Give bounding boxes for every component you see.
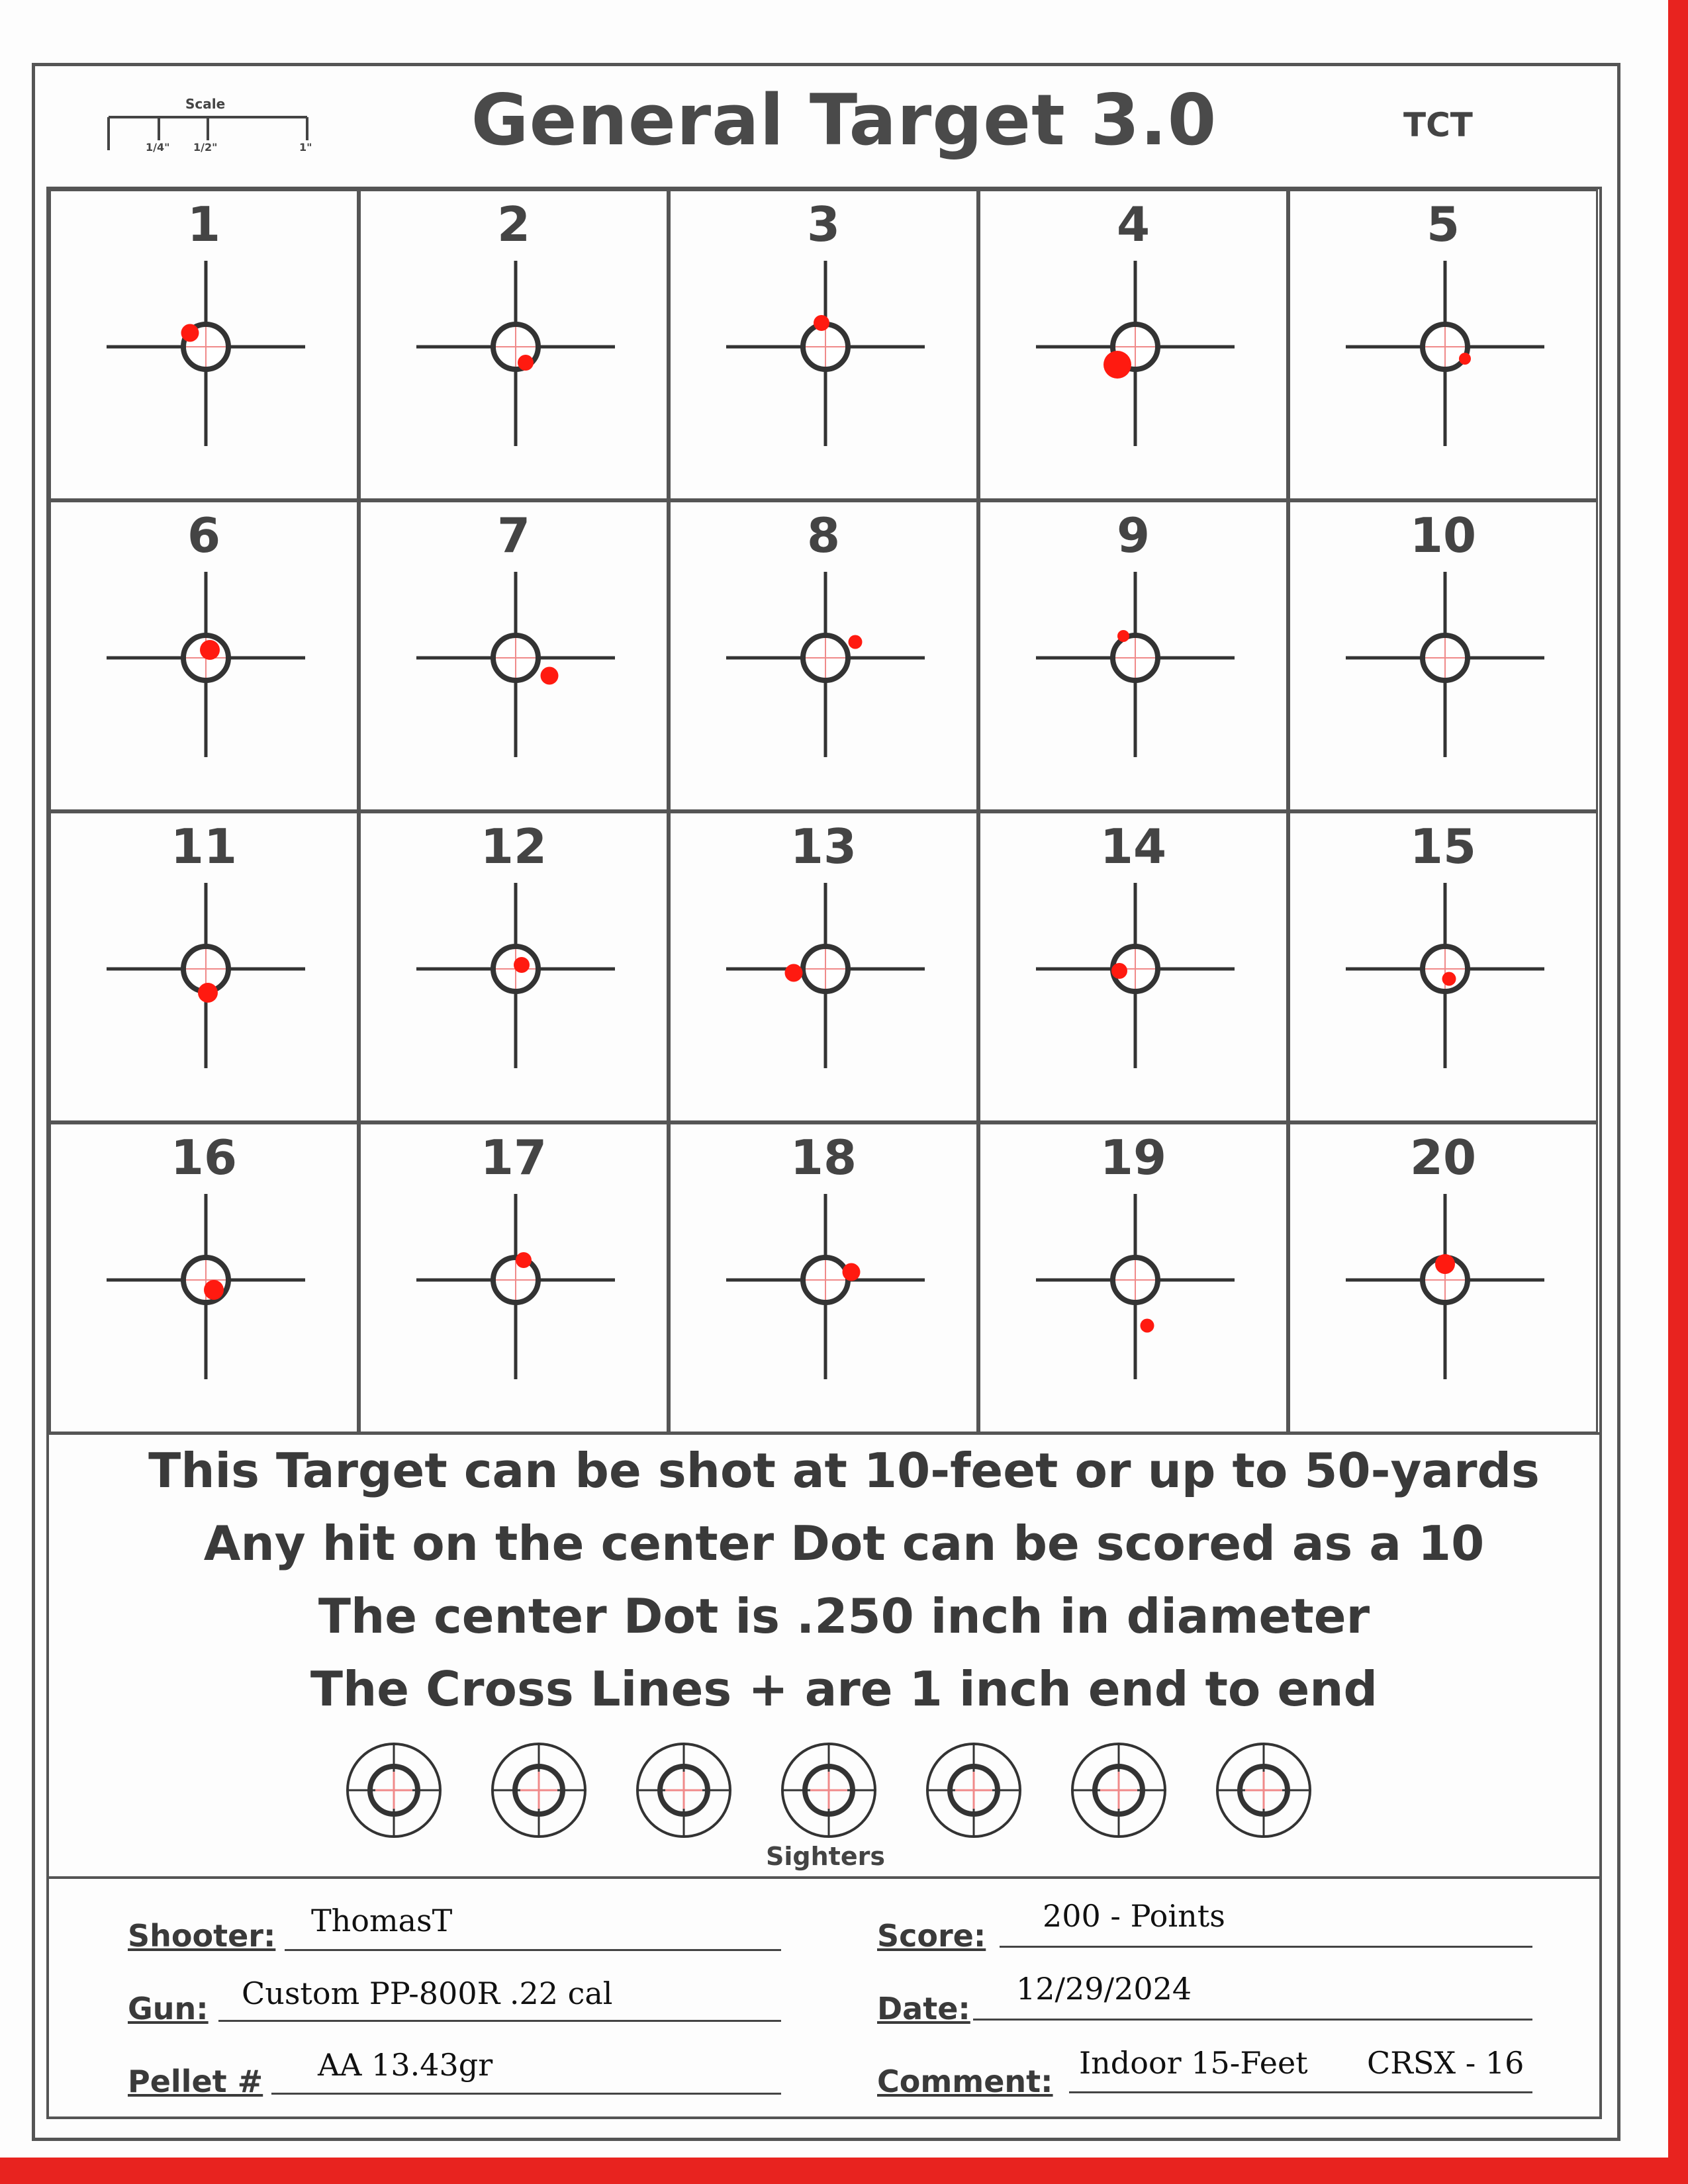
shot-hole	[1103, 351, 1131, 379]
shot-hole	[1117, 630, 1129, 642]
crosshair-icon	[671, 813, 980, 1124]
shot-hole	[514, 957, 530, 973]
date-value[interactable]: 12/29/2024	[1016, 1971, 1192, 2007]
crosshair-icon	[1290, 191, 1600, 502]
shot-hole	[843, 1263, 861, 1281]
sighter-targets	[331, 1741, 1324, 1846]
page-title: General Target 3.0	[471, 79, 1217, 161]
target-number: 20	[1409, 1130, 1477, 1185]
target-number: 17	[480, 1130, 547, 1185]
crosshair-icon	[361, 191, 671, 502]
target-18	[669, 1122, 978, 1433]
comment-label: Comment:	[877, 2064, 1053, 2099]
crosshair-icon	[51, 813, 361, 1124]
scale-tick-quarter: 1/4"	[146, 141, 170, 154]
target-15	[1288, 811, 1598, 1122]
target-4	[978, 189, 1288, 500]
gun-line	[218, 2020, 781, 2022]
date-label: Date:	[877, 1991, 970, 2026]
target-16	[49, 1122, 359, 1433]
comment-line	[1069, 2091, 1532, 2093]
target-number: 16	[170, 1130, 238, 1185]
target-13	[669, 811, 978, 1122]
target-number: 10	[1409, 508, 1477, 563]
date-line	[973, 2019, 1532, 2021]
target-1	[49, 189, 359, 500]
brand-mark: TCT	[1403, 106, 1473, 144]
shot-hole	[518, 355, 534, 371]
target-12	[359, 811, 669, 1122]
red-border-bottom	[0, 2158, 1688, 2184]
target-11	[49, 811, 359, 1122]
target-grid	[49, 189, 1599, 1433]
target-number: 9	[1116, 508, 1150, 563]
target-number: 1	[187, 197, 221, 252]
target-number: 15	[1409, 819, 1477, 874]
crosshair-icon	[980, 502, 1290, 813]
shot-hole	[198, 983, 218, 1003]
crosshair-icon	[51, 191, 361, 502]
shot-hole	[1141, 1319, 1154, 1333]
crosshair-icon	[361, 502, 671, 813]
score-line	[1000, 1946, 1532, 1948]
shooter-line	[285, 1949, 781, 1951]
red-border-right	[1668, 0, 1688, 2184]
gun-value[interactable]: Custom PP-800R .22 cal	[242, 1976, 613, 2011]
sighter-row	[331, 1741, 1324, 1846]
crosshair-icon	[1290, 813, 1600, 1124]
shot-hole	[814, 315, 829, 331]
score-value[interactable]: 200 - Points	[1043, 1898, 1225, 1934]
crosshair-icon	[980, 191, 1290, 502]
pellet-line	[271, 2093, 781, 2095]
shot-hole	[204, 1280, 224, 1300]
scale-tick-half: 1/2"	[193, 141, 218, 154]
shot-hole	[785, 964, 803, 982]
shot-hole	[181, 324, 199, 342]
shot-hole	[516, 1252, 532, 1268]
target-14	[978, 811, 1288, 1122]
crosshair-icon	[980, 813, 1290, 1124]
target-number: 14	[1100, 819, 1167, 874]
scale-label: Scale	[185, 96, 226, 112]
target-number: 18	[790, 1130, 857, 1185]
info-line-1: This Target can be shot at 10-feet or up to 50-yards	[148, 1443, 1540, 1498]
shot-hole	[200, 640, 220, 660]
comment-value[interactable]: Indoor 15-Feet	[1079, 2045, 1308, 2081]
gun-label: Gun:	[128, 1991, 209, 2026]
target-number: 5	[1426, 197, 1460, 252]
target-10	[1288, 500, 1598, 811]
crosshair-icon	[980, 1124, 1290, 1435]
target-19	[978, 1122, 1288, 1433]
target-number: 13	[790, 819, 857, 874]
target-17	[359, 1122, 669, 1433]
shot-hole	[541, 667, 559, 685]
fields-divider	[49, 1876, 1599, 1879]
target-number: 7	[496, 508, 531, 563]
target-9	[978, 500, 1288, 811]
target-number: 6	[187, 508, 221, 563]
shooter-value[interactable]: ThomasT	[311, 1903, 453, 1938]
crosshair-icon	[361, 1124, 671, 1435]
target-6	[49, 500, 359, 811]
crosshair-icon	[1290, 1124, 1600, 1435]
target-7	[359, 500, 669, 811]
target-number: 12	[480, 819, 547, 874]
crosshair-icon	[51, 502, 361, 813]
target-number: 3	[806, 197, 841, 252]
crosshair-icon	[1290, 502, 1600, 813]
shot-hole	[849, 635, 863, 649]
crosshair-icon	[51, 1124, 361, 1435]
shot-hole	[1459, 353, 1471, 365]
target-3	[669, 189, 978, 500]
target-number: 2	[496, 197, 531, 252]
target-8	[669, 500, 978, 811]
pellet-label: Pellet #	[128, 2064, 263, 2099]
info-line-2: Any hit on the center Dot can be scored as a 10	[203, 1516, 1485, 1571]
shot-hole	[1111, 963, 1127, 979]
scale-tick-inch: 1"	[299, 141, 312, 154]
target-2	[359, 189, 669, 500]
info-line-3: The center Dot is .250 inch in diameter	[318, 1588, 1370, 1644]
target-number: 4	[1116, 197, 1150, 252]
shot-hole	[1442, 972, 1456, 986]
shooter-label: Shooter:	[128, 1918, 276, 1954]
target-number: 8	[806, 508, 841, 563]
target-number: 11	[170, 819, 238, 874]
crosshair-icon	[671, 1124, 980, 1435]
score-label: Score:	[877, 1918, 986, 1954]
info-line-4: The Cross Lines + are 1 inch end to end	[310, 1661, 1378, 1717]
shot-hole	[1435, 1254, 1455, 1274]
crosshair-icon	[671, 191, 980, 502]
target-5	[1288, 189, 1598, 500]
crosshair-icon	[671, 502, 980, 813]
target-number: 19	[1100, 1130, 1167, 1185]
pellet-value[interactable]: AA 13.43gr	[318, 2047, 493, 2083]
target-20	[1288, 1122, 1598, 1433]
grid-divider	[49, 1432, 1599, 1435]
sighters-label: Sighters	[766, 1842, 885, 1871]
comment-value-2[interactable]: CRSX - 16	[1367, 2045, 1524, 2081]
crosshair-icon	[361, 813, 671, 1124]
